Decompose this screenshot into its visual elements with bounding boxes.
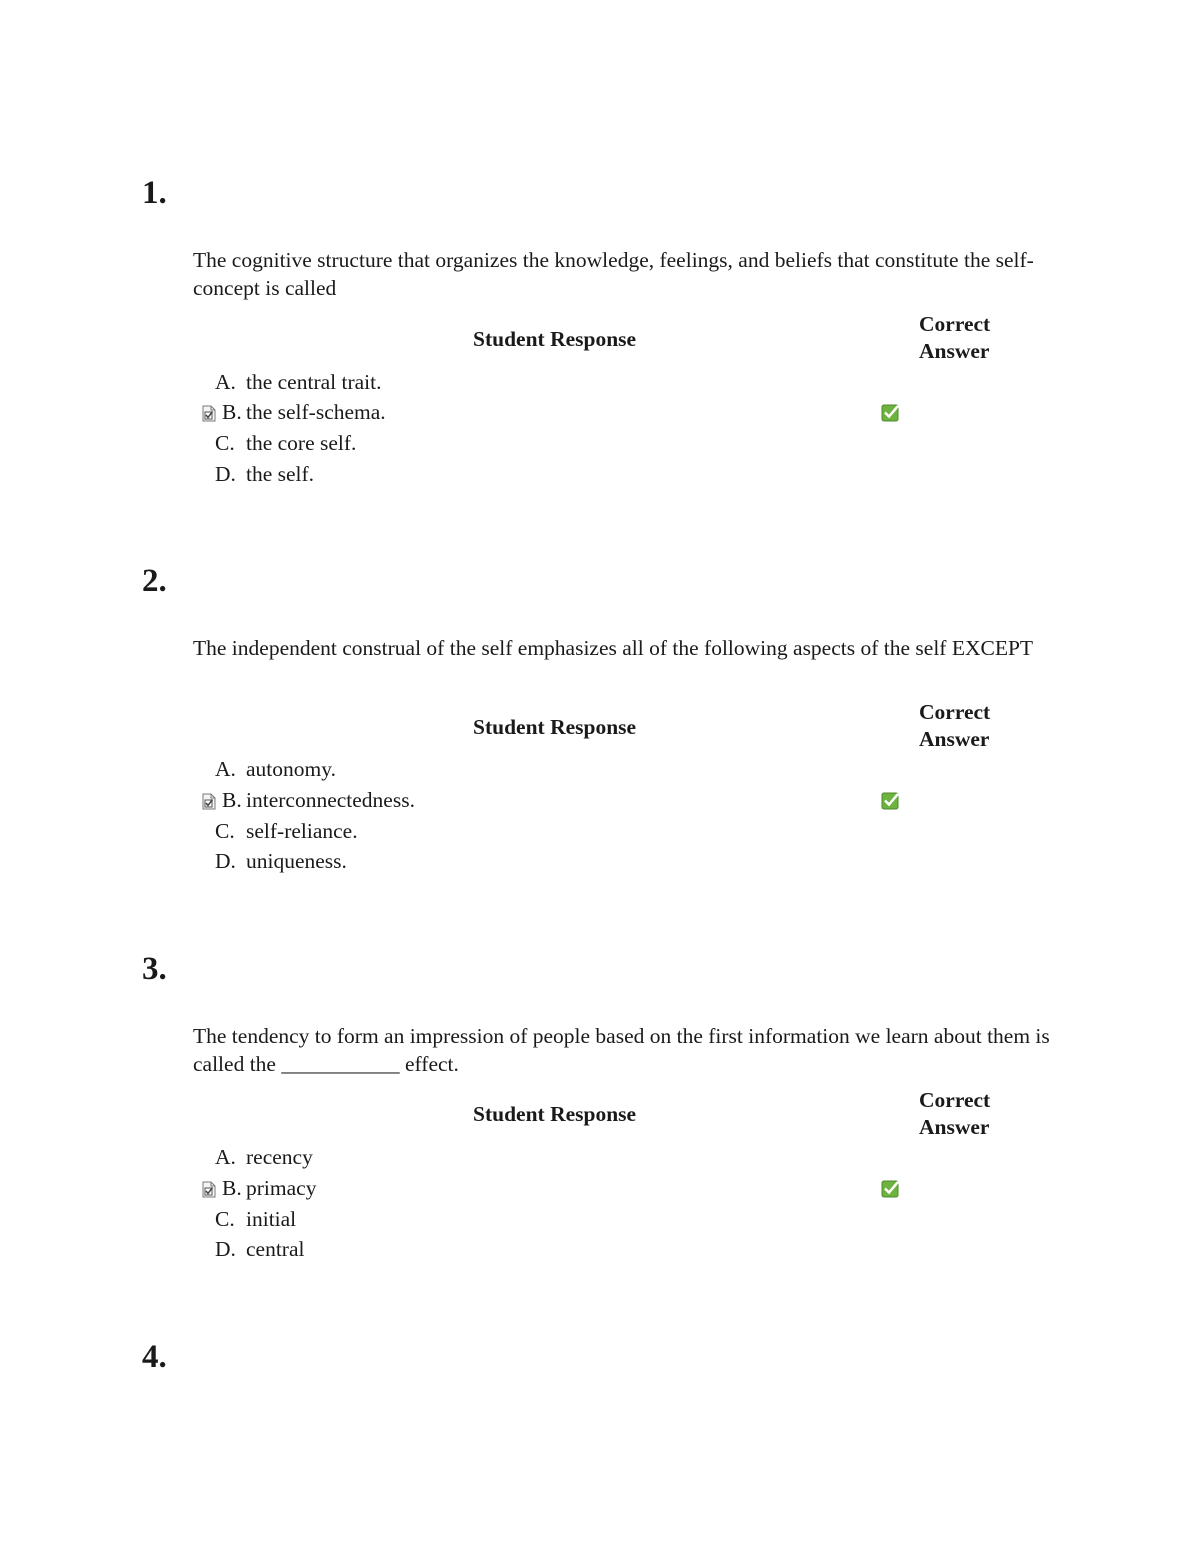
option-text: central [246, 1237, 305, 1261]
option-letter: A. [215, 370, 236, 394]
option-text: the central trait. [246, 370, 382, 394]
option-c [200, 1204, 960, 1234]
correct-answer-header: Correct Answer [919, 1088, 991, 1139]
option-b [200, 397, 960, 427]
option-a [200, 754, 960, 784]
option-text: interconnectedness. [246, 788, 415, 812]
option-c [200, 816, 960, 846]
question-number: 2. [142, 563, 167, 599]
option-letter: D. [215, 1237, 236, 1261]
option-text: uniqueness. [246, 849, 347, 873]
option-letter: C. [215, 1207, 235, 1231]
option-d [200, 846, 960, 876]
question-text: The tendency to form an impression of people based on the first information we learn about them is called the ___________ effect. [193, 1024, 1050, 1076]
correct-answer-header: Correct Answer [919, 700, 991, 751]
option-text: the self. [246, 462, 315, 486]
question-text: The cognitive structure that organizes the knowledge, feelings, and beliefs that constitute the self-concept is called [193, 248, 1034, 300]
option-a [200, 367, 960, 397]
option-b [200, 1173, 960, 1203]
option-text: the self-schema. [246, 400, 386, 424]
option-text: the core self. [246, 431, 357, 455]
option-text: self-reliance. [246, 819, 358, 843]
option-b [200, 785, 960, 815]
correct-answer-check-icon [881, 403, 900, 422]
question-number: 4. [142, 1339, 167, 1375]
correct-answer-header: Correct Answer [919, 312, 991, 363]
option-text: primacy [246, 1176, 317, 1200]
option-letter: A. [215, 757, 236, 781]
option-letter: C. [215, 431, 235, 455]
question-number: 1. [142, 175, 167, 211]
option-text: recency [246, 1145, 313, 1169]
selected-response-icon [200, 405, 217, 422]
option-letter: B. [222, 788, 242, 812]
option-d [200, 1234, 960, 1264]
option-text: autonomy. [246, 757, 336, 781]
selected-response-icon [200, 1181, 217, 1198]
selected-response-icon [200, 793, 217, 810]
question-text: The independent construal of the self emphasizes all of the following aspects of the self EXCEPT [193, 636, 1034, 660]
student-response-header: Student Response [473, 715, 637, 739]
option-d [200, 459, 960, 489]
student-response-header: Student Response [473, 327, 637, 351]
option-letter: B. [222, 400, 242, 424]
option-text: initial [246, 1207, 297, 1231]
option-letter: D. [215, 849, 236, 873]
correct-answer-check-icon [881, 1179, 900, 1198]
option-letter: B. [222, 1176, 242, 1200]
option-letter: A. [215, 1145, 236, 1169]
student-response-header: Student Response [473, 1102, 637, 1126]
option-a [200, 1142, 960, 1172]
option-c [200, 428, 960, 458]
correct-answer-check-icon [881, 791, 900, 810]
option-letter: C. [215, 819, 235, 843]
option-letter: D. [215, 462, 236, 486]
question-number: 3. [142, 951, 167, 987]
